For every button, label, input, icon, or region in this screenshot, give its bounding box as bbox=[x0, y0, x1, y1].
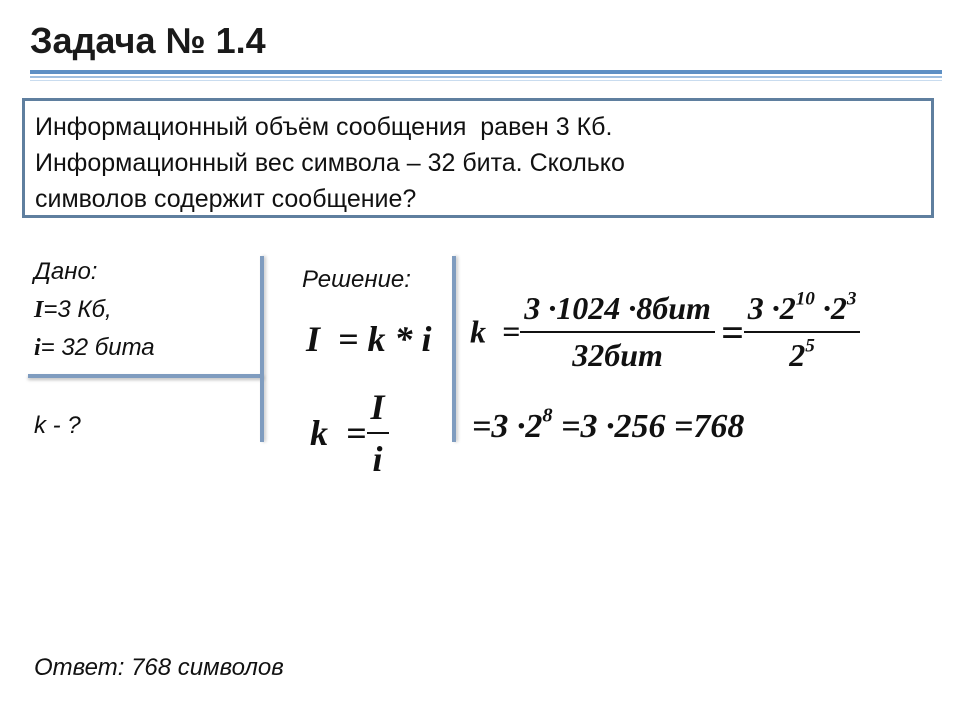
answer-text: Ответ: 768 символов bbox=[34, 654, 284, 681]
calc2-den-exp: 5 bbox=[805, 335, 815, 357]
calc1-equals: = bbox=[720, 309, 744, 355]
formula-count-left: k = bbox=[310, 413, 367, 453]
calculation-step-2 bbox=[472, 404, 745, 446]
formula-count-numerator: I bbox=[367, 386, 389, 434]
column-divider-left bbox=[260, 256, 264, 442]
given-volume-value: =3 Кб, bbox=[43, 296, 112, 323]
formula-volume: I = k * i bbox=[306, 319, 432, 359]
calc1-left: k = bbox=[470, 313, 521, 350]
given-weight-value: = 32 бита bbox=[40, 334, 155, 361]
calc3-exp: 8 bbox=[542, 404, 553, 427]
title-underline-tertiary bbox=[30, 80, 942, 81]
calc1-fraction bbox=[520, 290, 715, 374]
calc1-numerator: 3 ·1024 ·8бит bbox=[520, 290, 715, 333]
calc2-den-base: 2 bbox=[789, 337, 806, 373]
page-title: Задача № 1.4 bbox=[30, 20, 266, 61]
task-line-3: символов содержит сообщение? bbox=[35, 185, 417, 213]
calc3-a: =3 ·2 bbox=[472, 408, 543, 445]
formula-count-denominator: i bbox=[372, 439, 383, 479]
calc2-fraction bbox=[744, 290, 861, 374]
calc2-numerator bbox=[744, 290, 861, 333]
formula-count-fraction bbox=[367, 386, 389, 480]
calc2-denominator bbox=[785, 333, 819, 374]
given-unknown: k - ? bbox=[34, 412, 81, 439]
calc1-denominator: 32бит bbox=[572, 337, 663, 373]
given-divider bbox=[28, 374, 264, 378]
task-statement-box bbox=[22, 98, 934, 218]
given-heading: Дано: bbox=[34, 258, 98, 285]
solution-heading: Решение: bbox=[302, 266, 411, 293]
given-volume-symbol: I bbox=[34, 297, 44, 323]
given-line-weight bbox=[34, 334, 155, 362]
calc2-num-exp1: 10 bbox=[795, 288, 815, 310]
given-line-volume bbox=[34, 296, 112, 324]
calc2-num-b: ·2 bbox=[814, 290, 847, 326]
calc3-b: =3 ·256 =768 bbox=[552, 408, 745, 445]
title-underline bbox=[30, 70, 942, 74]
task-line-1: Информационный объём сообщения равен 3 Кб. bbox=[35, 113, 613, 141]
task-line-2: Информационный вес символа – 32 бита. Сколько bbox=[35, 149, 625, 177]
calc2-num-exp2: 3 bbox=[846, 288, 857, 310]
given-weight-symbol: i bbox=[34, 335, 41, 361]
calculation-step-1 bbox=[470, 290, 860, 374]
column-divider-right bbox=[452, 256, 456, 442]
title-underline-secondary bbox=[30, 76, 942, 78]
formula-count bbox=[310, 386, 389, 480]
calc2-num-a: 3 ·2 bbox=[747, 290, 796, 326]
